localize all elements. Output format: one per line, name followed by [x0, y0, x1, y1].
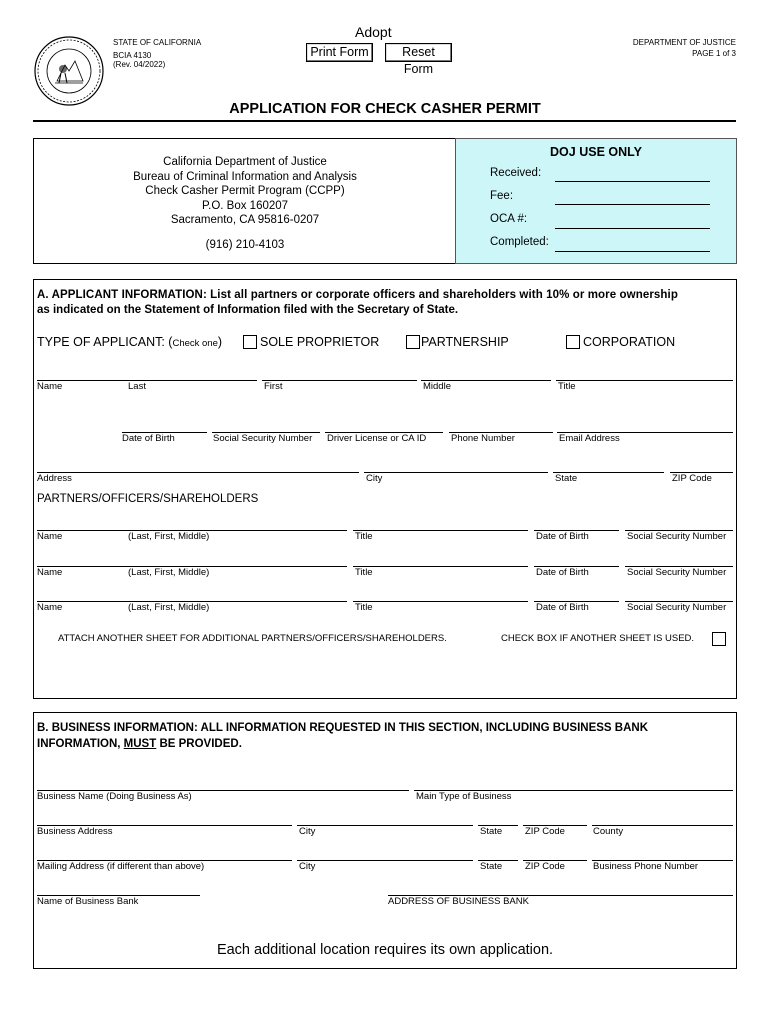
partner-lfm-label: (Last, First, Middle)	[128, 602, 210, 613]
partner-name-label: Name	[37, 567, 63, 578]
business-city-field[interactable]	[297, 825, 473, 826]
main-type-label: Main Type of Business	[416, 791, 512, 802]
partner-ssn-label: Social Security Number	[627, 602, 727, 613]
partner-lfm-label: (Last, First, Middle)	[128, 567, 210, 578]
print-form-button[interactable]: Print Form	[306, 43, 373, 62]
another-sheet-checkbox[interactable]	[712, 632, 726, 646]
fee-field[interactable]	[555, 204, 710, 205]
partner-2-title-field[interactable]	[353, 566, 528, 567]
business-zip-label: ZIP Code	[525, 826, 565, 837]
state-label: State	[555, 473, 578, 484]
partner-ssn-label: Social Security Number	[627, 567, 727, 578]
applicant-address-field[interactable]	[37, 472, 359, 473]
partners-heading: PARTNERS/OFFICERS/SHAREHOLDERS	[37, 493, 259, 505]
fee-label: Fee:	[490, 190, 514, 202]
bank-name-label: Name of Business Bank	[37, 896, 139, 907]
completed-field[interactable]	[555, 251, 710, 252]
middle-label: Middle	[423, 381, 451, 392]
reset-form-button[interactable]: Reset Form	[385, 43, 452, 62]
partner-name-label: Name	[37, 531, 63, 542]
completed-label: Completed:	[490, 236, 549, 248]
partner-dob-label: Date of Birth	[536, 531, 589, 542]
section-a-heading: A. APPLICANT INFORMATION: List all partners or corporate officers and shareholders with 10% or more ownership	[37, 289, 678, 301]
address-line: California Department of Justice	[163, 156, 327, 168]
received-field[interactable]	[555, 181, 710, 182]
california-seal-icon	[33, 35, 105, 107]
type-of-applicant-label	[37, 335, 222, 349]
received-label: Received:	[490, 167, 542, 179]
business-city-label: City	[299, 826, 316, 837]
mailing-zip-label: ZIP Code	[525, 861, 565, 872]
revision-date: (Rev. 04/2022)	[113, 60, 166, 69]
sole-proprietor-checkbox[interactable]	[243, 335, 257, 349]
applicant-last-name-field[interactable]	[37, 380, 257, 381]
partnership-checkbox[interactable]	[406, 335, 420, 349]
section-b-sub-c: BE PROVIDED.	[156, 738, 242, 750]
mailing-city-label: City	[299, 861, 316, 872]
partner-title-label: Title	[355, 602, 373, 613]
first-label: First	[264, 381, 283, 392]
address-line: Sacramento, CA 95816-0207	[170, 214, 320, 226]
state-label: STATE OF CALIFORNIA	[113, 38, 202, 47]
partner-name-label: Name	[37, 602, 63, 613]
partner-title-label: Title	[355, 531, 373, 542]
form-id: BCIA 4130	[113, 51, 152, 60]
city-label: City	[366, 473, 383, 484]
corporation-label: CORPORATION	[583, 335, 676, 349]
adopt-label: Adopt	[355, 24, 392, 40]
email-label: Email Address	[559, 433, 620, 444]
sole-proprietor-label: SOLE PROPRIETOR	[260, 335, 380, 349]
section-b-subheading	[37, 738, 242, 750]
county-label: County	[593, 826, 624, 837]
partner-title-label: Title	[355, 567, 373, 578]
mailing-address-label: Mailing Address (if different than above)	[37, 861, 205, 872]
oca-field[interactable]	[555, 228, 710, 229]
address-line: Bureau of Criminal Information and Analysis	[133, 170, 357, 183]
partner-dob-label: Date of Birth	[536, 602, 589, 613]
partner-dob-label: Date of Birth	[536, 567, 589, 578]
section-b-heading: B. BUSINESS INFORMATION: ALL INFORMATION REQUESTED IN THIS SECTION, INCLUDING BUSINESS BANK	[37, 722, 649, 734]
department-label: DEPARTMENT OF JUSTICE	[632, 38, 736, 47]
partner-lfm-label: (Last, First, Middle)	[128, 531, 210, 542]
phone-label: Phone Number	[451, 433, 515, 444]
oca-label: OCA #:	[490, 213, 528, 225]
business-state-label: State	[480, 826, 503, 837]
section-b-sub-a: INFORMATION,	[37, 738, 124, 750]
must-emphasis: MUST	[123, 738, 157, 750]
title-label: Title	[558, 381, 576, 392]
partner-1-title-field[interactable]	[353, 530, 528, 531]
name-label: Name	[37, 381, 63, 392]
mailing-city-field[interactable]	[297, 860, 473, 861]
address-line: P.O. Box 160207	[201, 199, 289, 212]
last-label: Last	[128, 381, 146, 392]
attach-sheet-note: ATTACH ANOTHER SHEET FOR ADDITIONAL PARTNERS/OFFICERS/SHAREHOLDERS.	[58, 633, 447, 644]
zip-label: ZIP Code	[672, 473, 712, 484]
dl-label: Driver License or CA ID	[327, 433, 427, 444]
applicant-city-field[interactable]	[364, 472, 548, 473]
business-name-label: Business Name (Doing Business As)	[37, 791, 192, 802]
mailing-state-label: State	[480, 861, 503, 872]
type-close-text: )	[217, 335, 223, 349]
check-one-text: Check one	[172, 338, 218, 349]
doj-phone: (916) 210-4103	[205, 239, 285, 251]
address-label: Address	[37, 473, 72, 484]
page-number: PAGE 1 of 3	[692, 49, 736, 58]
business-address-label: Business Address	[37, 826, 113, 837]
doj-use-only-title: DOJ USE ONLY	[550, 145, 642, 159]
business-phone-label: Business Phone Number	[593, 861, 699, 872]
bank-address-label: ADDRESS OF BUSINESS BANK	[388, 896, 529, 907]
corporation-checkbox[interactable]	[566, 335, 580, 349]
doj-address	[95, 155, 395, 228]
title-rule	[33, 120, 736, 122]
partner-ssn-label: Social Security Number	[627, 531, 727, 542]
check-box-note: CHECK BOX IF ANOTHER SHEET IS USED.	[501, 633, 695, 644]
section-a-subheading: as indicated on the Statement of Information filed with the Secretary of State.	[37, 304, 459, 316]
partner-3-title-field[interactable]	[353, 601, 528, 602]
partnership-label: PARTNERSHIP	[421, 335, 509, 349]
ssn-label: Social Security Number	[213, 433, 313, 444]
type-label-text: TYPE OF APPLICANT: (	[37, 335, 173, 349]
page-title: APPLICATION FOR CHECK CASHER PERMIT	[229, 101, 541, 117]
section-b-box	[33, 712, 737, 969]
address-line: Check Casher Permit Program (CCPP)	[145, 185, 345, 197]
applicant-first-name-field[interactable]	[262, 380, 417, 381]
additional-location-note: Each additional location requires its own application.	[216, 942, 554, 958]
dob-label: Date of Birth	[122, 433, 175, 444]
applicant-title-field[interactable]	[556, 380, 733, 381]
